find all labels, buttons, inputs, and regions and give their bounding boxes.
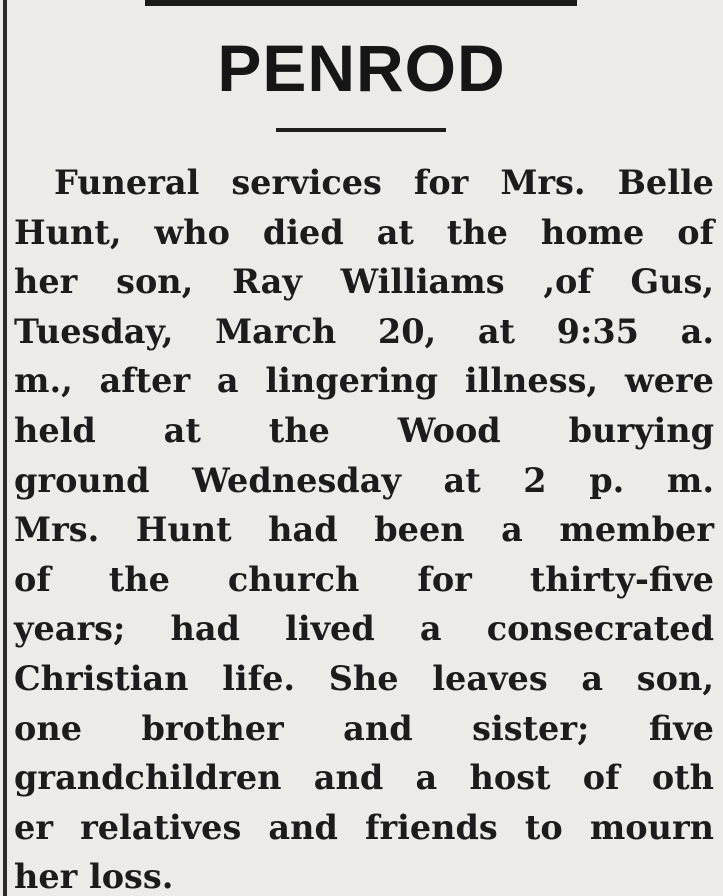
article-line: m., after a lingering illness, were	[14, 361, 714, 401]
article-line: grandchildren and a host of oth	[14, 758, 714, 798]
article-line: Funeral services for Mrs. Belle	[54, 163, 714, 202]
top-divider-rule	[145, 0, 577, 6]
article-line: Hunt, who died at the home of	[14, 212, 714, 252]
article-line: Mrs. Hunt had been a member	[14, 510, 714, 550]
article-body	[14, 158, 714, 896]
article-line: held at the Wood burying	[14, 410, 714, 450]
column-border	[3, 0, 7, 896]
article-line: ground Wednesday at 2 p. m.	[14, 460, 714, 500]
article-line: one brother and sister; five	[14, 708, 714, 748]
article-line: Christian life. She leaves a son,	[14, 658, 714, 698]
article-line: er relatives and friends to mourn	[14, 807, 714, 847]
article-line: of the church for thirty-five	[14, 559, 714, 599]
article-line: her loss.	[14, 857, 174, 896]
headline: PENROD	[217, 31, 506, 105]
article-line: Tuesday, March 20, at 9:35 a.	[14, 311, 714, 351]
headline-divider-rule	[276, 128, 446, 132]
article-line: her son, Ray Williams ,of Gus,	[14, 262, 714, 302]
article-line: years; had lived a consecrated	[14, 609, 714, 649]
